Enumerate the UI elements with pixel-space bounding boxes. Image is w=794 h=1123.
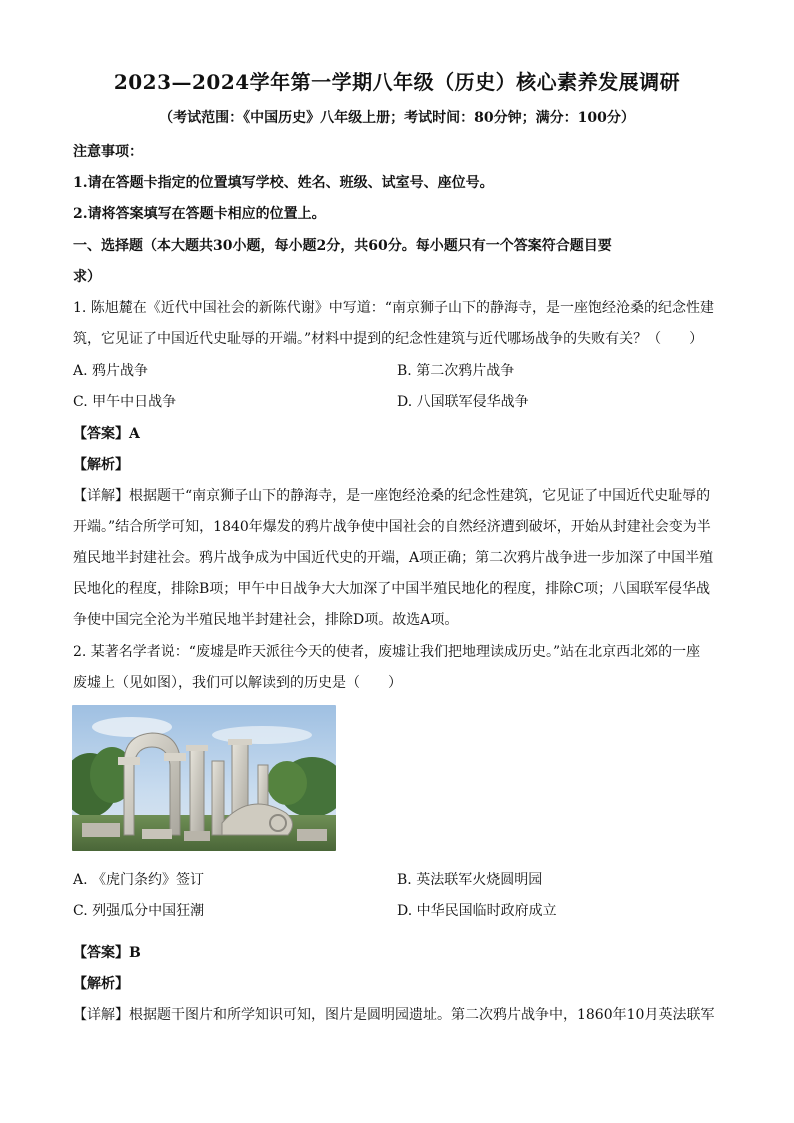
- q2-stem-cont: 废墟上（见如图），我们可以解读到的历史是（ ）: [73, 675, 402, 691]
- q2-option-a: A. 《虎门条约》签订: [73, 872, 205, 888]
- q2-option-d: D. 中华民国临时政府成立: [397, 903, 557, 919]
- q1-stem: 1. 陈旭麓在《近代中国社会的新陈代谢》中写道：“南京狮子山下的静海寺，是一座饱经沧桑的纪念性建: [73, 300, 714, 316]
- q2-stem: 2. 某著名学者说：“废墟是昨天派往今天的使者，废墟让我们把地理读成历史。”站在北京西北郊的一座: [73, 644, 701, 660]
- q1-option-c: C. 甲午中日战争: [73, 394, 177, 410]
- q1-detail-line: 民地化的程度，排除B项；甲午中日战争大大加深了中国半殖民地化的程度，排除C项；八国联军侵华战: [73, 581, 710, 597]
- section-heading: 一、选择题（本大题共30小题，每小题2分，共60分。每小题只有一个答案符合题目要: [73, 238, 612, 254]
- section-heading-cont: 求）: [73, 269, 101, 285]
- yuanmingyuan-ruins-photo: [72, 705, 336, 851]
- notice-item: 2.请将答案填写在答题卡相应的位置上。: [73, 206, 326, 222]
- q1-stem-cont: 筑，它见证了中国近代史耻辱的开端。”材料中提到的纪念性建筑与近代哪场战争的失败有关？（ ）: [73, 331, 704, 347]
- q2-answer: 【答案】B: [73, 945, 141, 961]
- exam-subtitle: （考试范围：《中国历史》八年级上册；考试时间：80分钟；满分：100分）: [159, 110, 635, 126]
- notice-item: 1.请在答题卡指定的位置填写学校、姓名、班级、试室号、座位号。: [73, 175, 494, 191]
- q1-detail-line: 争使中国完全沦为半殖民地半封建社会，排除D项。故选A项。: [73, 612, 459, 628]
- q1-option-d: D. 八国联军侵华战争: [397, 394, 529, 410]
- notice-heading: 注意事项：: [73, 144, 143, 160]
- q2-analysis-label: 【解析】: [73, 976, 129, 992]
- q1-option-b: B. 第二次鸦片战争: [397, 363, 515, 379]
- q1-analysis-label: 【解析】: [73, 457, 129, 473]
- q2-option-c: C. 列强瓜分中国狂潮: [73, 903, 205, 919]
- q2-option-b: B. 英法联军火烧圆明园: [397, 872, 543, 888]
- q2-detail-line: 【详解】根据题干图片和所学知识可知，图片是圆明园遗址。第二次鸦片战争中，1860年10月英法联军: [73, 1007, 715, 1023]
- exam-title: 2023—2024学年第一学期八年级（历史）核心素养发展调研: [113, 70, 681, 94]
- q1-answer: 【答案】A: [73, 426, 140, 442]
- q1-detail-line: 殖民地半封建社会。鸦片战争成为中国近代史的开端，A项正确；第二次鸦片战争进一步加深了中国半殖: [73, 550, 714, 566]
- q1-option-a: A. 鸦片战争: [73, 363, 149, 379]
- q1-detail-line: 开端。”结合所学可知，1840年爆发的鸦片战争使中国社会的自然经济遭到破坏，开始从封建社会变为半: [73, 519, 711, 535]
- q1-detail-line: 【详解】根据题干“南京狮子山下的静海寺，是一座饱经沧桑的纪念性建筑，它见证了中国近代史耻辱的: [73, 488, 711, 504]
